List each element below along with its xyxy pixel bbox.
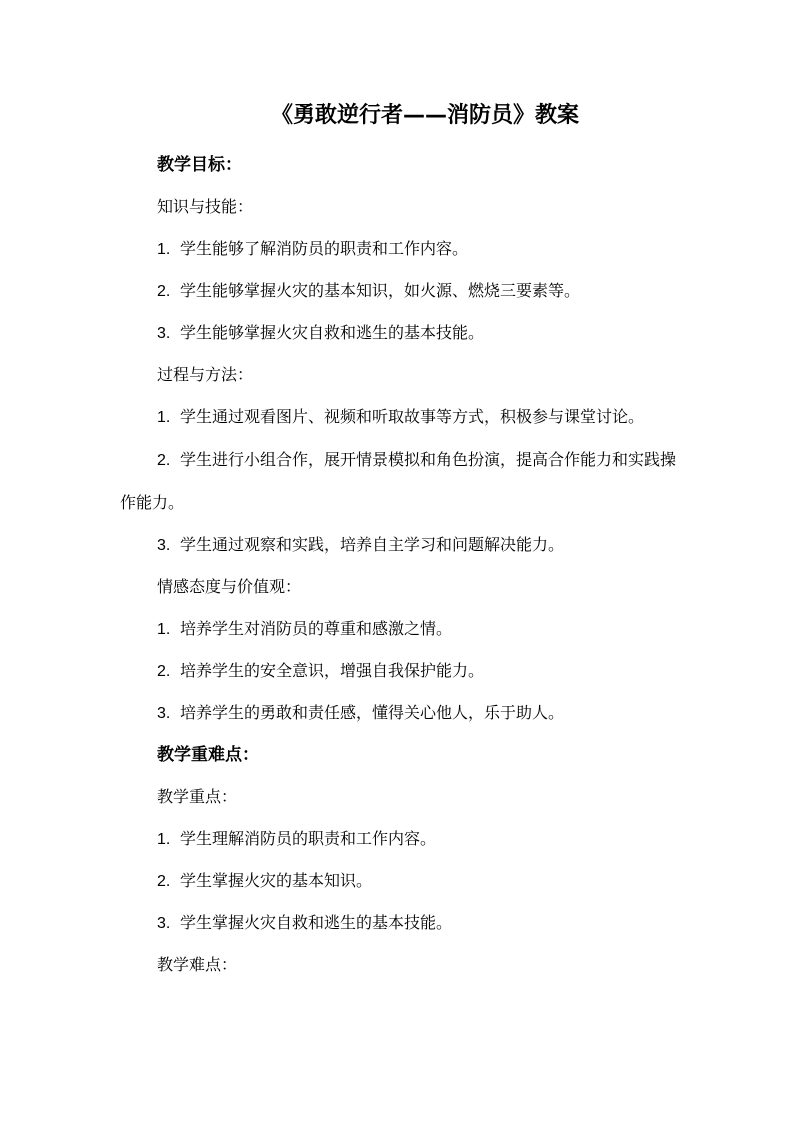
- list-text: 学生理解消防员的职责和工作内容。: [180, 829, 437, 848]
- list-item: [120, 228, 676, 270]
- list-text: 培养学生对消防员的尊重和感激之情。: [180, 619, 453, 638]
- list-number: 2.: [157, 873, 171, 890]
- list-item: [120, 312, 676, 354]
- list-number: 1.: [157, 409, 171, 426]
- subsection-label-key: 教学重点：: [157, 787, 238, 806]
- list-item: [120, 818, 676, 860]
- list-text: 学生能够掌握火灾的基本知识，如火源、燃烧三要素等。: [180, 281, 581, 300]
- list-item: [120, 396, 676, 439]
- document-body: [120, 144, 676, 986]
- list-number: 2.: [157, 452, 171, 469]
- list-text: 培养学生的勇敢和责任感，懂得关心他人，乐于助人。: [180, 703, 565, 722]
- list-item: [120, 439, 676, 524]
- list-text: 学生进行小组合作，展开情景模拟和角色扮演，提高合作能力和实践操作能力。: [120, 450, 677, 512]
- list-text: 学生掌握火灾的基本知识。: [180, 871, 373, 890]
- list-text: 学生掌握火灾自救和逃生的基本技能。: [180, 913, 453, 932]
- list-text: 学生通过观看图片、视频和听取故事等方式，积极参与课堂讨论。: [180, 407, 645, 426]
- list-number: 1.: [157, 831, 171, 848]
- list-text: 学生通过观察和实践，培养自主学习和问题解决能力。: [180, 535, 565, 554]
- list-item: [120, 860, 676, 902]
- list-number: 3.: [157, 705, 171, 722]
- list-text: 学生能够了解消防员的职责和工作内容。: [180, 239, 469, 258]
- subsection-label-knowledge: 知识与技能：: [157, 197, 254, 216]
- list-item: [120, 270, 676, 312]
- section-heading-key-points: 教学重难点：: [157, 745, 259, 765]
- subsection-label-difficult: 教学难点：: [157, 955, 238, 974]
- list-number: 3.: [157, 325, 171, 342]
- subsection-label-emotion: 情感态度与价值观：: [157, 577, 302, 596]
- list-number: 1.: [157, 241, 171, 258]
- list-item: [120, 524, 676, 566]
- list-text: 学生能够掌握火灾自救和逃生的基本技能。: [180, 323, 485, 342]
- document-title: 《勇敢逆行者——消防员》教案: [270, 103, 579, 128]
- list-number: 2.: [157, 663, 171, 680]
- list-item: [120, 902, 676, 944]
- list-number: 3.: [157, 915, 171, 932]
- list-number: 1.: [157, 621, 171, 638]
- list-item: [120, 608, 676, 650]
- list-number: 3.: [157, 537, 171, 554]
- section-heading-objectives: 教学目标：: [157, 155, 242, 175]
- subsection-label-process: 过程与方法：: [157, 365, 254, 384]
- list-text: 培养学生的安全意识，增强自我保护能力。: [180, 661, 485, 680]
- list-number: 2.: [157, 283, 171, 300]
- list-item: [120, 650, 676, 692]
- list-item: [120, 692, 676, 734]
